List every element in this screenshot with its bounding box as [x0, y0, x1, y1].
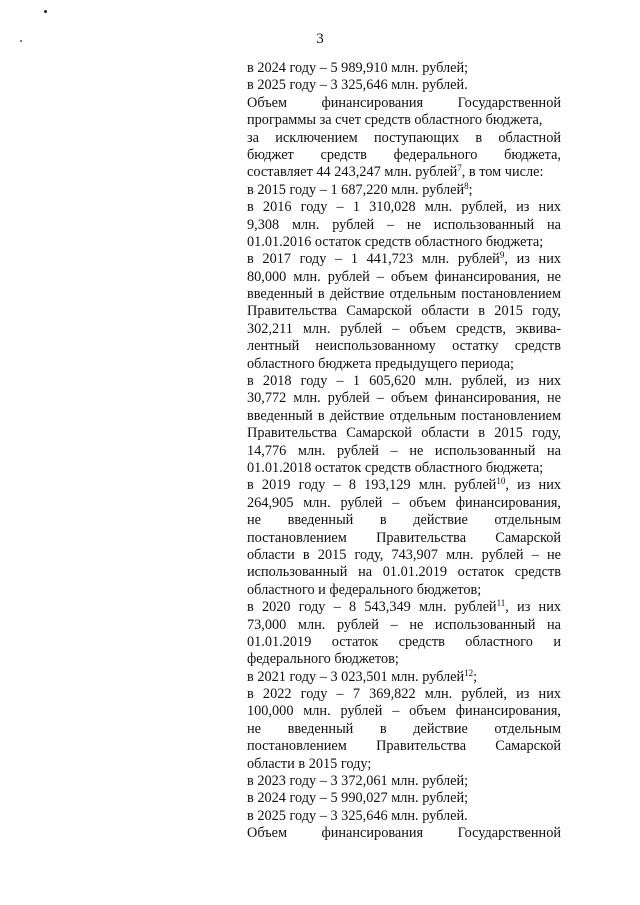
line-text-tail: , из них [505, 477, 561, 494]
line-text: не введенный в действие отдельным [247, 512, 561, 529]
scan-speck [44, 10, 47, 13]
footnote-marker: 7 [457, 163, 462, 174]
footnote-marker: 10 [496, 476, 506, 487]
line-text: области в 2015 году, 743,907 млн. рублей – не [247, 546, 561, 563]
text-line [247, 356, 561, 373]
line-text: в 2016 году – 1 310,028 млн. рублей, из них [247, 199, 561, 216]
line-text: в 2019 году – 8 193,129 млн. рублей [247, 477, 497, 494]
text-line [247, 130, 561, 147]
line-text: областного и федерального бюджетов; [247, 581, 482, 598]
line-text: 30,772 млн. рублей – объем финансирования, не [247, 390, 561, 407]
text-line [247, 477, 561, 494]
line-text: за исключением поступающих в областной [247, 129, 561, 146]
text-line [247, 443, 561, 460]
text-line [247, 651, 561, 668]
line-text: введенный в действие отдельным постановлением [247, 407, 561, 424]
line-text: использованный на 01.01.2019 остаток средств [247, 564, 561, 581]
text-line [247, 460, 561, 477]
line-text: 01.01.2016 остаток средств областного бюджета; [247, 233, 544, 250]
text-line [247, 617, 561, 634]
line-text-tail: ; [473, 668, 478, 685]
line-text: бюджет средств федерального бюджета, [247, 146, 561, 163]
line-text-tail: , из них [505, 599, 561, 616]
line-text: 01.01.2019 остаток средств областного и [247, 633, 561, 650]
text-line [247, 303, 561, 320]
text-line [247, 530, 561, 547]
text-line [247, 182, 561, 199]
text-line [247, 547, 561, 564]
line-text: 80,000 млн. рублей – объем финансирования, не [247, 268, 561, 285]
line-text: 01.01.2018 остаток средств областного бюджета; [247, 459, 544, 476]
line-text: в 2024 году – 5 990,027 млн. рублей; [247, 790, 469, 807]
line-text: Правительства Самарской области в 2015 году, [247, 303, 561, 320]
line-text: в 2020 году – 8 543,349 млн. рублей [247, 599, 497, 616]
line-text: федерального бюджетов; [247, 651, 399, 668]
line-text: составляет 44 243,247 млн. рублей [247, 164, 458, 181]
text-line [247, 703, 561, 720]
text-line [247, 825, 561, 842]
text-line [247, 390, 561, 407]
text-line [247, 147, 561, 164]
text-line [247, 634, 561, 651]
line-text: в 2018 году – 1 605,620 млн. рублей, из них [247, 373, 561, 390]
footnote-marker: 11 [496, 598, 506, 609]
text-line [247, 756, 561, 773]
line-text: 73,000 млн. рублей – не использованный на [247, 616, 561, 633]
line-text: программы за счет средств областного бюджета, [247, 112, 543, 129]
text-line [247, 738, 561, 755]
line-text: в 2021 году – 3 023,501 млн. рублей [247, 668, 465, 685]
text-line [247, 269, 561, 286]
line-text: в 2017 году – 1 441,723 млн. рублей [247, 251, 500, 268]
text-line [247, 234, 561, 251]
line-text: в 2025 году – 3 325,646 млн. рублей. [247, 77, 468, 94]
text-line [247, 373, 561, 390]
text-line [247, 790, 561, 807]
text-line [247, 199, 561, 216]
line-text: постановлением Правительства Самарской [247, 738, 561, 755]
line-text: Правительства Самарской области в 2015 году, [247, 425, 561, 442]
line-text: не введенный в действие отдельным [247, 720, 561, 737]
line-text: постановлением Правительства Самарской [247, 529, 561, 546]
text-line [247, 512, 561, 529]
line-text: областного бюджета предыдущего периода; [247, 355, 515, 372]
text-line [247, 495, 561, 512]
line-text: 302,211 млн. рублей – объем средств, эквива- [247, 320, 561, 337]
footnote-marker: 12 [464, 667, 474, 678]
text-line [247, 408, 561, 425]
text-line [247, 217, 561, 234]
text-line [247, 95, 561, 112]
line-text: 9,308 млн. рублей – не использованный на [247, 216, 561, 233]
line-text: 14,776 млн. рублей – не использованный на [247, 442, 561, 459]
text-line [247, 425, 561, 442]
line-text: Объем финансирования Государственной [247, 94, 561, 111]
line-text: лентный неиспользованному остатку средств [247, 338, 561, 355]
line-text: в 2022 году – 7 369,822 млн. рублей, из них [247, 686, 561, 703]
line-text: в 2015 году – 1 687,220 млн. рублей [247, 181, 465, 198]
text-line [247, 338, 561, 355]
line-text-tail: , из них [504, 251, 561, 268]
text-line [247, 686, 561, 703]
line-text: в 2025 году – 3 325,646 млн. рублей. [247, 807, 468, 824]
line-text: 100,000 млн. рублей – объем финансирования, [247, 703, 561, 720]
text-line [247, 599, 561, 616]
text-line [247, 669, 561, 686]
line-text: в 2024 году – 5 989,910 млн. рублей; [247, 60, 469, 76]
line-text: Объем финансирования Государственной [247, 825, 561, 842]
text-line [247, 582, 561, 599]
text-line [247, 564, 561, 581]
text-line [247, 164, 561, 181]
line-text: 264,905 млн. рублей – объем финансирования, [247, 494, 561, 511]
line-text-tail: , в том числе: [461, 164, 544, 181]
text-line [247, 721, 561, 738]
text-line [247, 773, 561, 790]
text-line [247, 112, 561, 129]
text-line [247, 77, 561, 94]
line-text: в 2023 году – 3 372,061 млн. рублей; [247, 773, 469, 790]
line-text-tail: ; [468, 181, 473, 198]
line-text: области в 2015 году; [247, 755, 372, 772]
footnote-marker: 9 [499, 250, 505, 261]
text-line [247, 321, 561, 338]
text-line [247, 286, 561, 303]
page-number: 3 [316, 31, 324, 47]
text-line [247, 251, 561, 268]
text-line [247, 808, 561, 825]
line-text: введенный в действие отдельным постановлением [247, 286, 561, 303]
footnote-marker: 8 [464, 180, 469, 191]
text-line [247, 60, 561, 77]
body-text [247, 60, 561, 843]
